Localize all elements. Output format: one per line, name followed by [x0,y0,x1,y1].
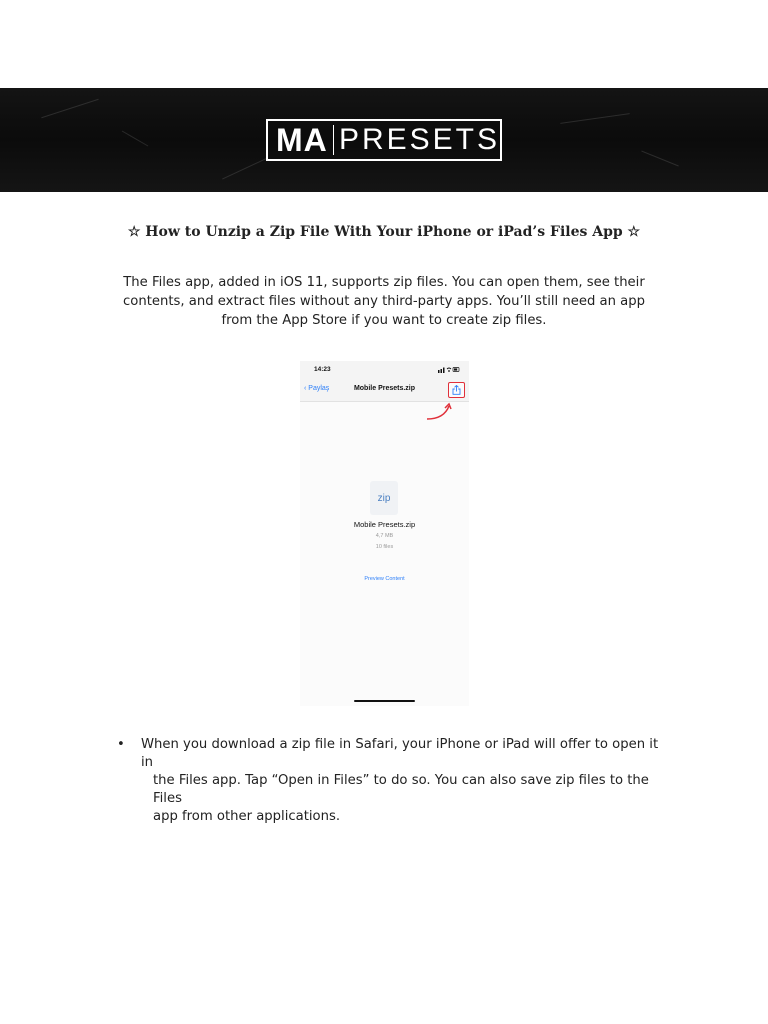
bullet-text [141,736,661,826]
chevron-left-icon: ‹ [304,385,307,392]
status-time: 14:23 [314,366,331,373]
nav-title: Mobile Presets.zip [353,385,416,392]
back-label: Paylaş [308,385,330,392]
signal-wifi-battery-icon [438,366,460,373]
phone-screenshot [300,361,469,706]
share-icon [452,385,461,395]
logo-presets-text: PRESETS [338,123,500,156]
bullet-line-1: When you download a zip file in Safari, your iPhone or iPad will offer to open it in [141,737,659,770]
status-icons [438,366,460,375]
bullet-marker: • [117,737,125,752]
share-button[interactable] [448,382,465,398]
zip-file-icon-label: zip [377,492,391,504]
home-indicator [354,700,415,702]
article-title: ☆ How to Unzip a Zip File With Your iPhone or iPad’s Files App ☆ [127,224,641,240]
navigation-bar [300,379,469,402]
status-bar [300,361,469,379]
zip-file-icon[interactable] [370,481,398,515]
intro-paragraph: The Files app, added in iOS 11, supports zip files. You can open them, see their contents, and extract files without any third-party apps. You’ll still need an app from the App Store if you want to create zip files. [123,275,645,328]
file-size: 4,7 MB [375,533,394,539]
bullet-line-3: app from other applications. [153,809,341,824]
preview-content-link[interactable]: Preview Content [364,576,405,582]
red-arrow-annotation-icon [424,401,454,423]
file-name: Mobile Presets.zip [353,520,416,529]
logo-ma-text: MA [276,122,328,158]
bullet-line-2: the Files app. Tap “Open in Files” to do so. You can also save zip files to the Files [153,773,649,806]
file-count: 10 files [375,544,394,550]
brand-logo [266,119,502,161]
